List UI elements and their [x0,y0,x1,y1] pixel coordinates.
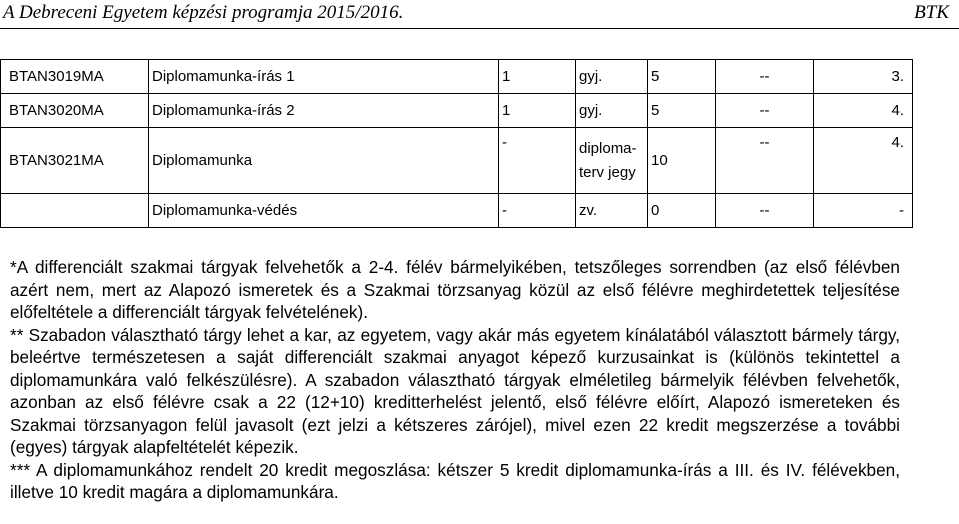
course-hours: - [499,194,576,228]
course-credits: 5 [648,94,716,128]
course-assessment [576,128,648,194]
course-assessment: gyj. [576,94,648,128]
course-hours: - [499,128,576,194]
page-header [0,0,959,29]
course-credits: 5 [648,60,716,94]
course-credits: 0 [648,194,716,228]
table-row [1,128,913,194]
document-title: A Debreceni Egyetem képzési programja 2015/2016. [3,2,404,23]
table-row [1,94,913,128]
course-name: Diplomamunka-írás 2 [149,94,499,128]
course-prereq: -- [716,94,814,128]
footnote-3: *** A diplomamunkához rendelt 20 kredit megoszlása: kétszer 5 kredit diplomamunka-írás a III. és IV. félévekben, illetve 10 kredit magára a diplomamunkára. [10,459,900,502]
course-semester: 4. [814,128,913,194]
course-table [0,59,913,228]
footnote-1: *A differenciált szakmai tárgyak felvehetők a 2-4. félév bármelyikében, tetszőleges sorrendben (az első félévben azért nem, mert az Alapozó ismeretek és a Szakmai törzsanyag közül az első félévre meghirdetettek teljesítése előfeltétele a differenciált tárgyak felvételének). [10,257,900,322]
course-semester: - [814,194,913,228]
course-code: BTAN3020MA [1,94,149,128]
footnote-2: ** Szabadon választható tárgy lehet a kar, az egyetem, vagy akár más egyetem kínálatából választott bármely tárgy, beleértve természetesen a saját differenciált szakmai anyagot képező kurzusainkat is (különös tekintettel a diplomamunkára való felkészülésre). A szabadon választható tárgyak elméletileg bármelyik félévben felvehetők, azonban az első félévre csak a 22 (12+10) kreditterhelést jelentő, első félévre előírt, Alapozó ismereteken és Szakmai törzsanyagon felül javasolt (ezt jelzi a kétszeres zárójel), mivel ezen 22 kredit megszerzése a további (egyes) tárgyak alapfeltételét képezik. [10,324,900,457]
table-row [1,60,913,94]
course-name: Diplomamunka-írás 1 [149,60,499,94]
faculty-label: BTK [914,2,949,23]
course-code [1,194,149,228]
assessment-line-2: terv jegy [579,163,636,181]
course-code: BTAN3021MA [1,128,149,194]
assessment-line-1: diploma- [579,139,637,157]
course-semester: 3. [814,60,913,94]
course-name: Diplomamunka-védés [149,194,499,228]
course-prereq: -- [716,194,814,228]
course-semester: 4. [814,94,913,128]
course-code: BTAN3019MA [1,60,149,94]
course-prereq: -- [716,128,814,194]
table-row [1,194,913,228]
course-name: Diplomamunka [149,128,499,194]
course-assessment: zv. [576,194,648,228]
footnotes [10,256,900,504]
course-hours: 1 [499,60,576,94]
course-hours: 1 [499,94,576,128]
course-credits: 10 [648,128,716,194]
course-prereq: -- [716,60,814,94]
course-assessment: gyj. [576,60,648,94]
